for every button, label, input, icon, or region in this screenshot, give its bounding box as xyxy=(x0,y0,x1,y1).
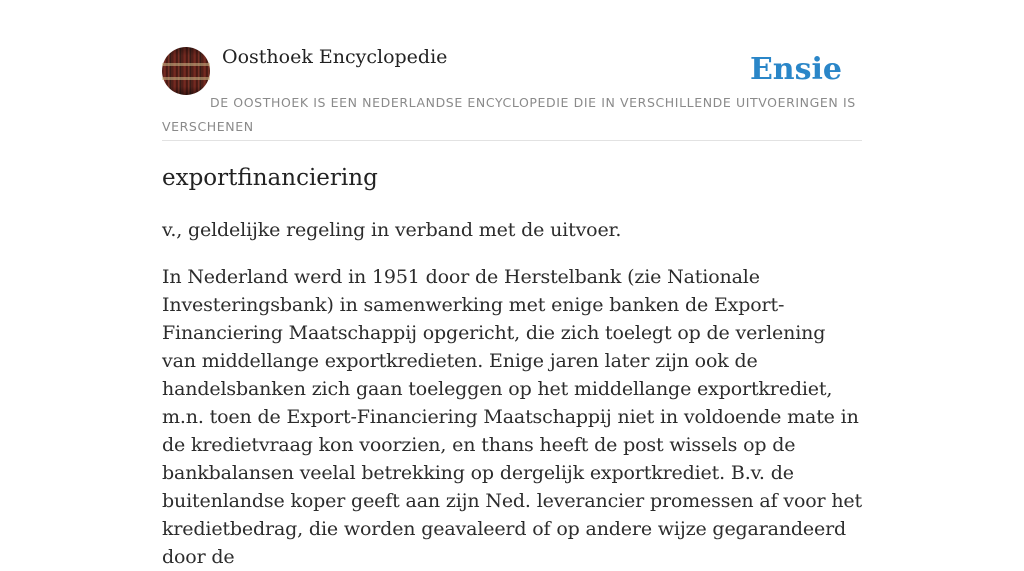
ensie-logo-link[interactable]: Ensie xyxy=(749,52,842,87)
article-paragraph: In Nederland werd in 1951 door de Herstelbank (zie Nationale Investeringsbank) in samenwerking met enige banken de Export-Financiering Maatschappij opgericht, die zich toelegt op de verlening van middellange exportkredieten. Enige jaren later zijn ook de handelsbanken zich gaan toeleggen op het middellange exportkrediet, m.n. toen de Export-Financiering Maatschappij niet in voldoende mate in de kredietvraag kon voorzien, en thans heeft de post wissels op de bankbalansen veelal betrekking op dergelijk exportkrediet. B.v. de buitenlandse koper geeft aan zijn Ned. leverancier promessen af voor het kredietbedrag, die worden geavaleerd of op andere wijze gegarandeerd door de xyxy=(162,266,863,568)
encyclopedia-avatar[interactable] xyxy=(162,47,210,95)
site-title[interactable]: Oosthoek Encyclopedie xyxy=(222,46,448,68)
article-title: exportfinanciering xyxy=(162,165,378,191)
article-paragraph: v., geldelijke regeling in verband met de uitvoer. xyxy=(162,219,622,241)
site-header xyxy=(162,0,862,141)
site-tagline: DE OOSTHOEK IS EEN NEDERLANDSE ENCYCLOPEDIE DIE IN VERSCHILLENDE UITVOERINGEN IS VERSCHENEN xyxy=(162,95,856,134)
avatar-band xyxy=(162,77,210,80)
avatar-band xyxy=(162,63,210,66)
article xyxy=(162,160,862,571)
